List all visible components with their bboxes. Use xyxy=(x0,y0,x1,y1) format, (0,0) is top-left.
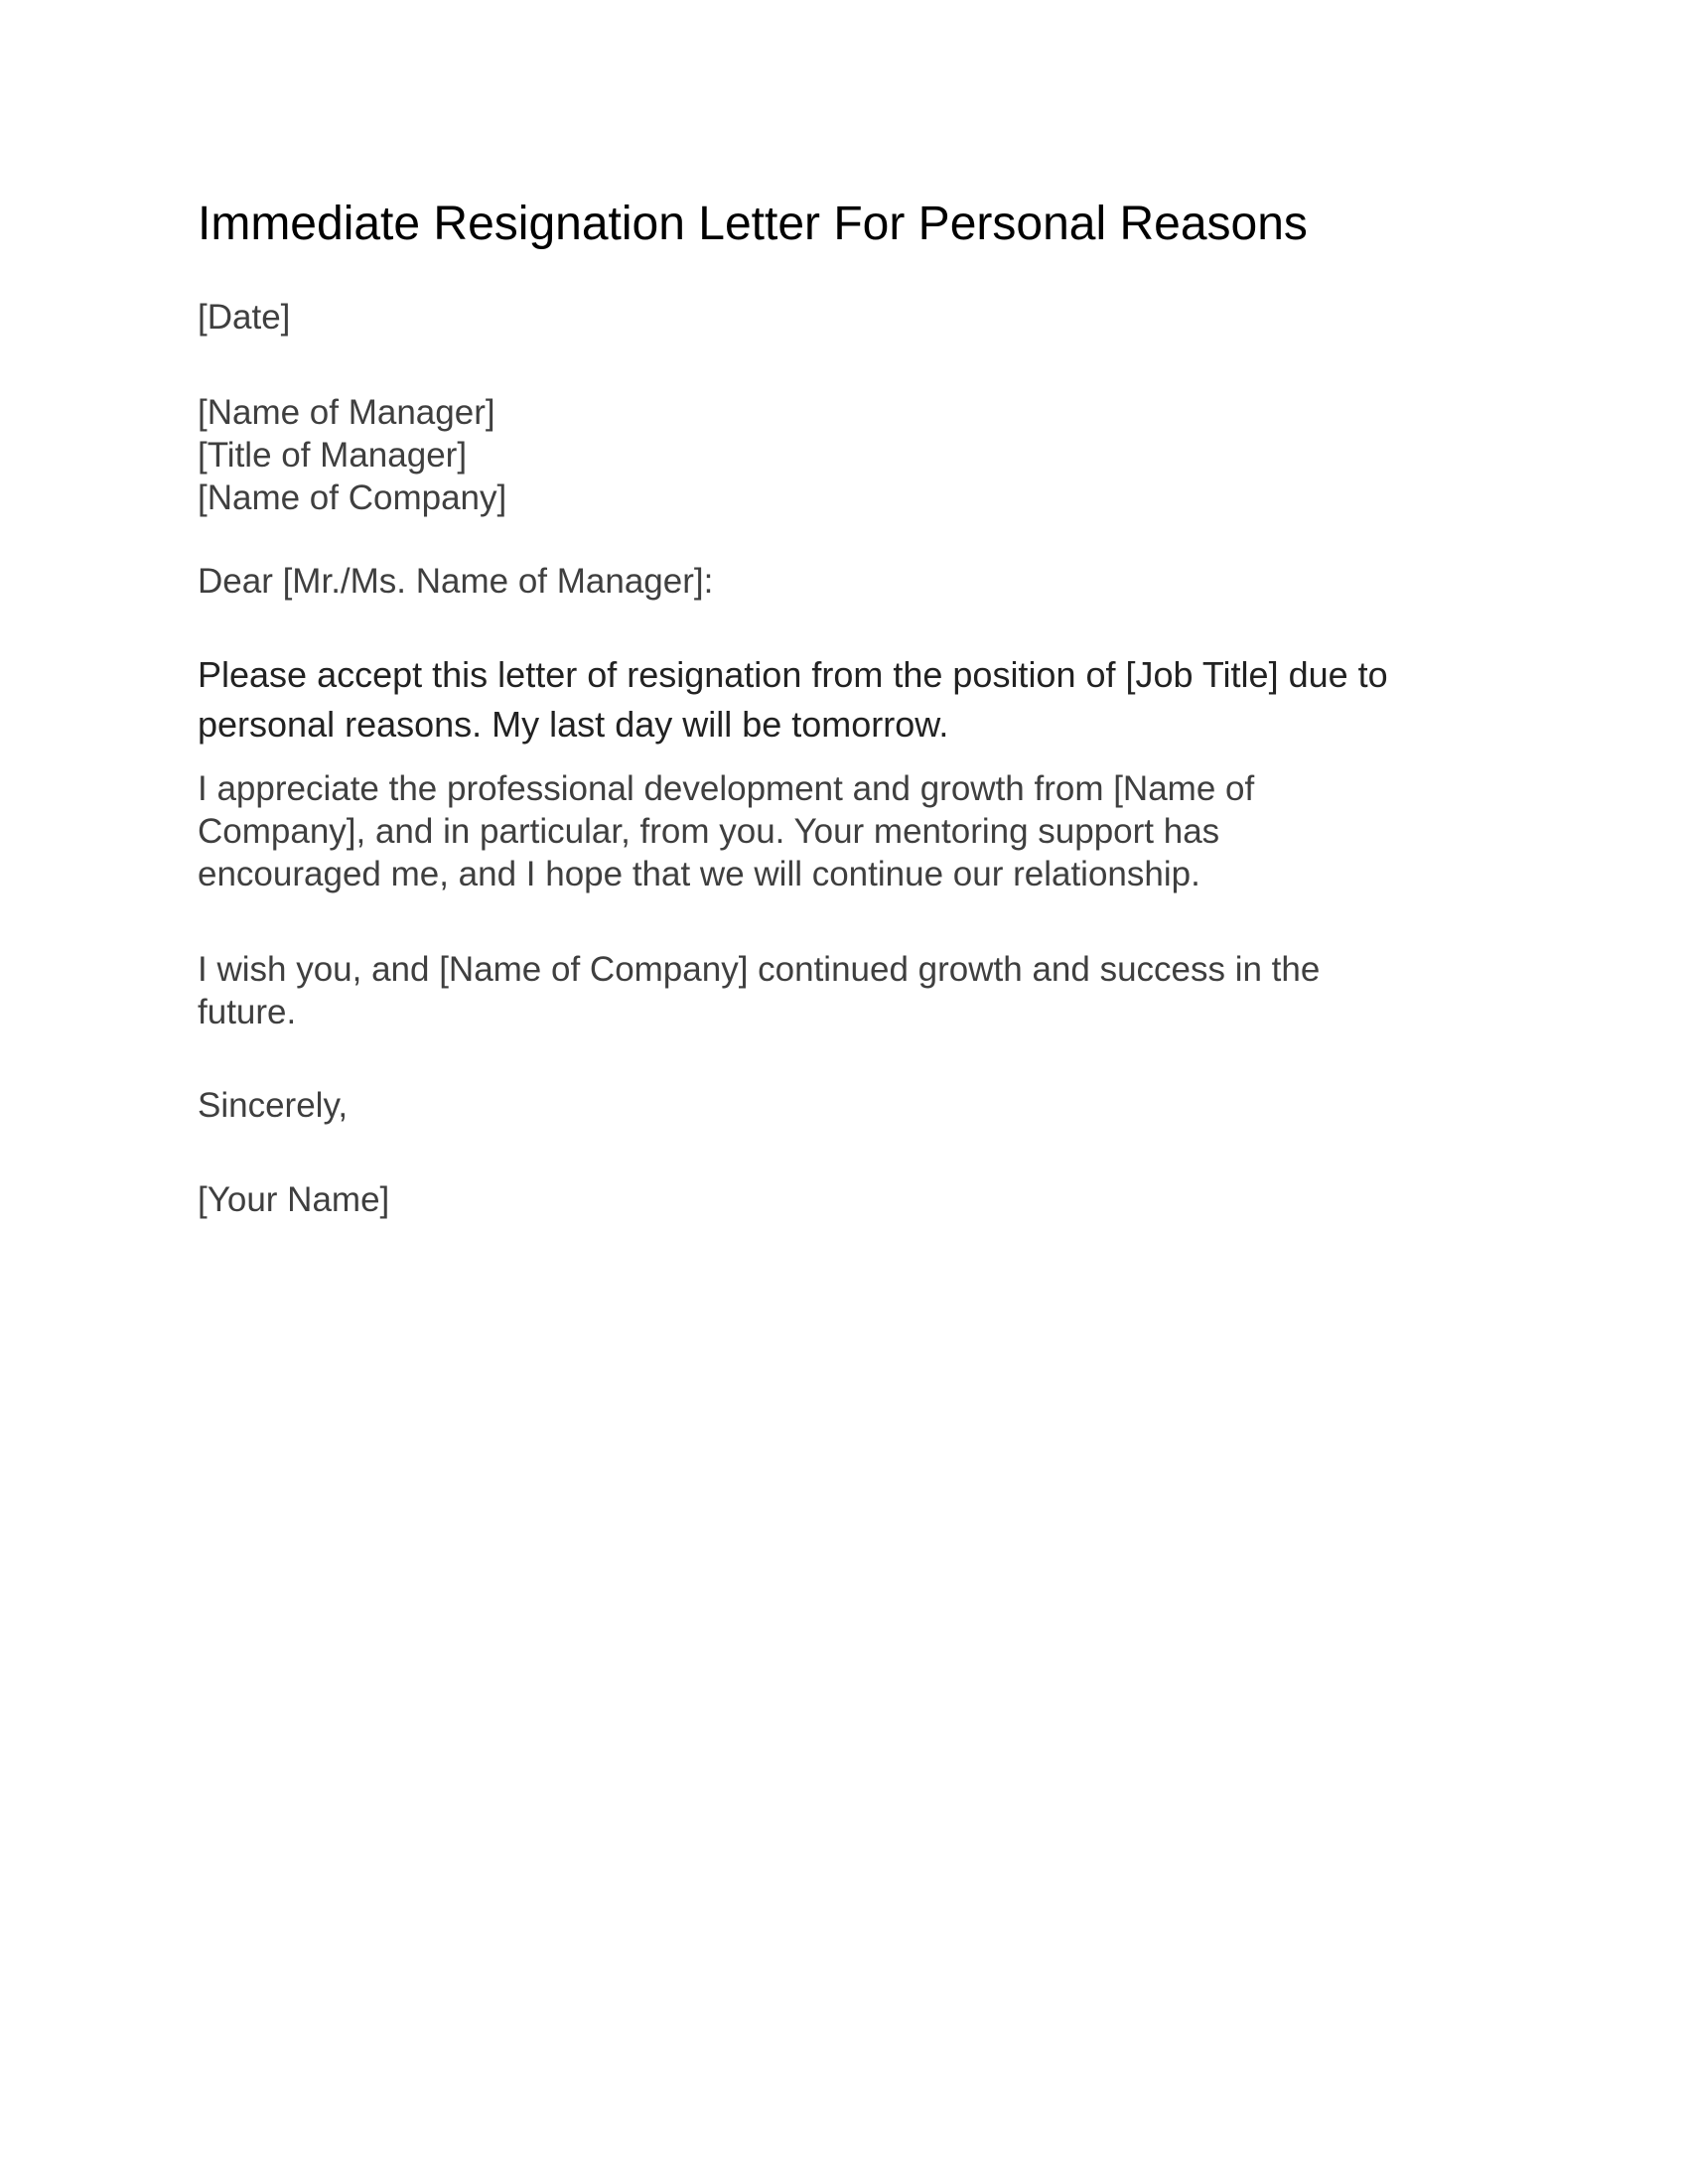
paragraph-line: I appreciate the professional development and growth from [Name of xyxy=(198,769,1255,808)
date-line xyxy=(198,296,1488,339)
recipient-title: [Title of Manager] xyxy=(198,436,468,475)
salutation xyxy=(198,560,1488,603)
paragraph-line: encouraged me, and I hope that we will continue our relationship. xyxy=(198,855,1200,893)
date-text: [Date] xyxy=(198,298,291,337)
paragraph-appreciation xyxy=(198,767,1488,895)
recipient-block xyxy=(198,391,1488,519)
paragraph-resignation xyxy=(198,650,1488,750)
signature xyxy=(198,1178,1488,1221)
salutation-text: Dear [Mr./Ms. Name of Manager]: xyxy=(198,562,714,601)
signature-text: [Your Name] xyxy=(198,1180,390,1219)
closing xyxy=(198,1084,1488,1127)
paragraph-line: personal reasons. My last day will be tomorrow. xyxy=(198,704,949,745)
document-title: Immediate Resignation Letter For Personal Reasons xyxy=(198,198,1308,250)
closing-text: Sincerely, xyxy=(198,1086,349,1125)
paragraph-wishes xyxy=(198,948,1488,1033)
paragraph-line: Company], and in particular, from you. Your mentoring support has xyxy=(198,812,1220,851)
recipient-company: [Name of Company] xyxy=(198,478,507,517)
paragraph-line: future. xyxy=(198,993,297,1031)
recipient-name: [Name of Manager] xyxy=(198,393,495,432)
paragraph-line: I wish you, and [Name of Company] continued growth and success in the xyxy=(198,950,1321,989)
paragraph-line: Please accept this letter of resignation from the position of [Job Title] due to xyxy=(198,654,1388,695)
